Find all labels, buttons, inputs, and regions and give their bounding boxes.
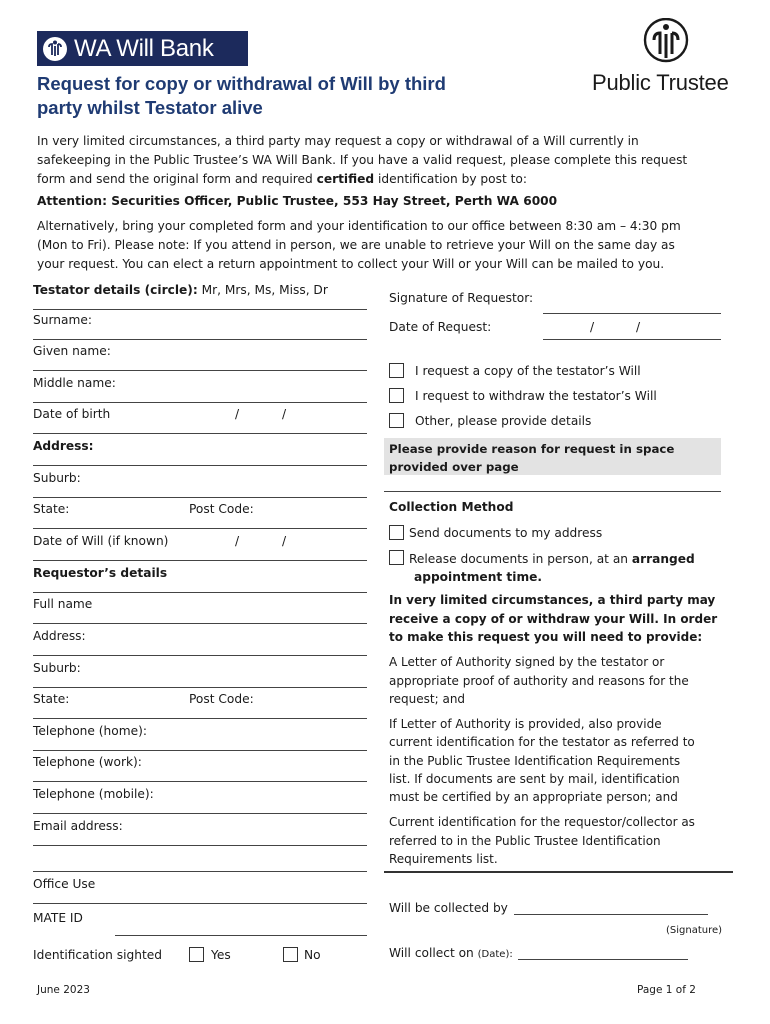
date-slash: / <box>235 407 240 421</box>
collection-method-heading: Collection Method <box>389 500 514 514</box>
reason-line: provided over page <box>389 459 519 474</box>
office-use-label: Office Use <box>33 877 96 891</box>
requestor-details-heading <box>33 566 367 596</box>
email-address-field[interactable] <box>33 819 367 871</box>
release-documents-label <box>409 551 695 586</box>
testator-details-label <box>33 283 328 297</box>
surname-field[interactable] <box>33 313 367 343</box>
wa-will-bank-logo <box>37 31 248 66</box>
yes-checkbox[interactable] <box>189 947 204 962</box>
loa-line: appropriate proof of authority and reasons for the <box>389 673 689 688</box>
no-label: No <box>304 948 321 962</box>
certified-text: certified <box>316 172 375 186</box>
other-label: Other, please provide details <box>415 414 592 428</box>
collect-on-label: Will collect on <box>389 946 474 960</box>
loa-line: A Letter of Authority signed by the testator or <box>389 655 665 669</box>
intro-line: In very limited circumstances, a third party may request a copy or withdrawal of a Will currently in <box>37 134 639 148</box>
wa-emblem-icon <box>43 37 67 61</box>
id-line: list. If documents are sent by mail, identification <box>389 771 680 786</box>
date-of-request-line[interactable] <box>543 339 721 340</box>
note-line: In very limited circumstances, a third party may <box>389 593 716 607</box>
intro-line <box>37 170 737 189</box>
telephone-home-label: Telephone (home): <box>33 724 147 738</box>
alt-line: Alternatively, bring your completed form and your identification to our office between 8:30 am – 4:30 pm <box>37 219 681 233</box>
testator-address-field[interactable] <box>33 439 367 469</box>
date-slash: / <box>235 534 240 548</box>
identification-sighted-label: Identification sighted <box>33 948 162 962</box>
intro-line: safekeeping in the Public Trustee’s WA Will Bank. If you have a valid request, please complete this request <box>37 153 688 167</box>
collect-on-row <box>389 946 513 960</box>
signature-line[interactable] <box>543 313 721 314</box>
suburb-label: Suburb: <box>33 471 81 485</box>
signature-caption: (Signature) <box>666 925 723 936</box>
requestor-suburb-field[interactable] <box>33 661 367 691</box>
date-of-request-label: Date of Request: <box>389 320 492 334</box>
middle-name-field[interactable] <box>33 376 367 406</box>
mate-id-field[interactable] <box>33 911 367 941</box>
testator-identification-text <box>389 715 695 806</box>
testator-titles: Mr, Mrs, Ms, Miss, Dr <box>197 283 328 297</box>
mate-id-label: MATE ID <box>33 911 83 925</box>
post-code-label: Post Code: <box>189 692 254 706</box>
identification-sighted-row <box>33 948 367 970</box>
date-of-birth-field[interactable] <box>33 407 367 437</box>
reason-line: Please provide reason for request in space <box>389 442 675 456</box>
full-name-field[interactable] <box>33 597 367 627</box>
testator-state-postcode-field[interactable] <box>33 502 367 532</box>
date-slash: / <box>282 407 287 421</box>
page-title <box>37 72 537 120</box>
arranged-text: arranged <box>631 552 695 566</box>
date-of-will-field[interactable] <box>33 534 367 564</box>
divider <box>384 491 721 492</box>
copy-will-checkbox[interactable] <box>389 363 404 378</box>
date-slash: / <box>282 534 287 548</box>
page-number: Page 1 of 2 <box>637 984 696 996</box>
copy-will-label: I request a copy of the testator’s Will <box>415 364 641 378</box>
loa-line: request; and <box>389 692 466 706</box>
id-line: Current identification for the requestor/collector as <box>389 815 695 829</box>
wa-logo-text: WA Will Bank <box>74 34 214 62</box>
requestor-address-field[interactable] <box>33 629 367 659</box>
post-code-label: Post Code: <box>189 502 254 516</box>
intro-paragraph <box>37 132 737 189</box>
telephone-work-field[interactable] <box>33 755 367 785</box>
telephone-work-label: Telephone (work): <box>33 755 142 769</box>
alt-line: your request. You can elect a return appointment to collect your Will or your Will can be mailed to you. <box>37 257 665 271</box>
attention-address: Attention: Securities Officer, Public Trustee, 553 Hay Street, Perth WA 6000 <box>37 194 558 208</box>
public-trustee-logo-text: Public Trustee <box>592 70 729 95</box>
public-trustee-emblem-icon <box>641 18 691 64</box>
intro-text: identification by post to: <box>374 172 527 186</box>
withdraw-will-checkbox[interactable] <box>389 388 404 403</box>
testator-suburb-field[interactable] <box>33 471 367 501</box>
id-line: must be certified by an appropriate person; and <box>389 790 678 805</box>
no-checkbox[interactable] <box>283 947 298 962</box>
release-line: appointment time. <box>414 569 543 584</box>
limited-circumstances-note <box>389 591 717 647</box>
id-line: in the Public Trustee Identification Requirements <box>389 753 681 768</box>
suburb-label: Suburb: <box>33 661 81 675</box>
id-line: current identification for the testator as referred to <box>389 735 695 750</box>
release-line <box>409 551 695 569</box>
withdraw-will-label: I request to withdraw the testator’s Will <box>415 389 657 403</box>
send-documents-checkbox[interactable] <box>389 525 404 540</box>
letter-of-authority-text <box>389 653 689 709</box>
send-documents-label: Send documents to my address <box>409 526 603 540</box>
signature-label: Signature of Requestor: <box>389 291 534 305</box>
telephone-home-field[interactable] <box>33 724 367 754</box>
note-line: to make this request you will need to provide: <box>389 630 703 644</box>
footer-date: June 2023 <box>37 984 90 996</box>
full-name-label: Full name <box>33 597 93 611</box>
alternative-paragraph <box>37 217 737 274</box>
address-label: Address: <box>33 629 86 643</box>
date-slash: / <box>636 320 641 334</box>
title-line-2: party whilst Testator alive <box>37 97 263 118</box>
telephone-mobile-label: Telephone (mobile): <box>33 787 154 801</box>
date-caption: (Date): <box>477 949 513 960</box>
testator-heading: Testator details (circle): <box>33 283 198 297</box>
alt-line: (Mon to Fri). Please note: If you attend in person, we are unable to retrieve your Will on the same day as <box>37 238 675 252</box>
yes-label: Yes <box>211 948 231 962</box>
release-documents-checkbox[interactable] <box>389 550 404 565</box>
email-label: Email address: <box>33 819 123 833</box>
title-line-1: Request for copy or withdrawal of Will by third <box>37 73 446 94</box>
collect-on-line[interactable] <box>518 959 688 960</box>
collected-by-label: Will be collected by <box>389 901 508 915</box>
date-of-will-label: Date of Will (if known) <box>33 534 169 548</box>
surname-label: Surname: <box>33 313 92 327</box>
reason-note <box>389 441 674 476</box>
id-line: If Letter of Authority is provided, also provide <box>389 717 662 731</box>
date-of-birth-label: Date of birth <box>33 407 111 421</box>
requestor-state-postcode-field[interactable] <box>33 692 367 722</box>
id-line: referred to in the Public Trustee Identification <box>389 833 661 848</box>
requestor-identification-text <box>389 813 695 869</box>
given-name-field[interactable] <box>33 344 367 374</box>
telephone-mobile-field[interactable] <box>33 787 367 817</box>
middle-name-label: Middle name: <box>33 376 116 390</box>
state-label: State: <box>33 692 70 706</box>
given-name-label: Given name: <box>33 344 111 358</box>
address-label: Address: <box>33 439 94 453</box>
divider <box>384 871 733 873</box>
requestor-heading: Requestor’s details <box>33 566 168 580</box>
id-line: Requirements list. <box>389 852 498 866</box>
office-use-heading <box>33 877 367 907</box>
intro-text: form and send the original form and required <box>37 172 317 186</box>
collected-by-line[interactable] <box>514 914 708 915</box>
date-slash: / <box>590 320 595 334</box>
state-label: State: <box>33 502 70 516</box>
note-line: receive a copy of or withdraw your Will. In order <box>389 611 718 626</box>
other-checkbox[interactable] <box>389 413 404 428</box>
testator-details-field[interactable] <box>33 283 367 313</box>
release-text: Release documents in person, at an <box>409 552 632 566</box>
